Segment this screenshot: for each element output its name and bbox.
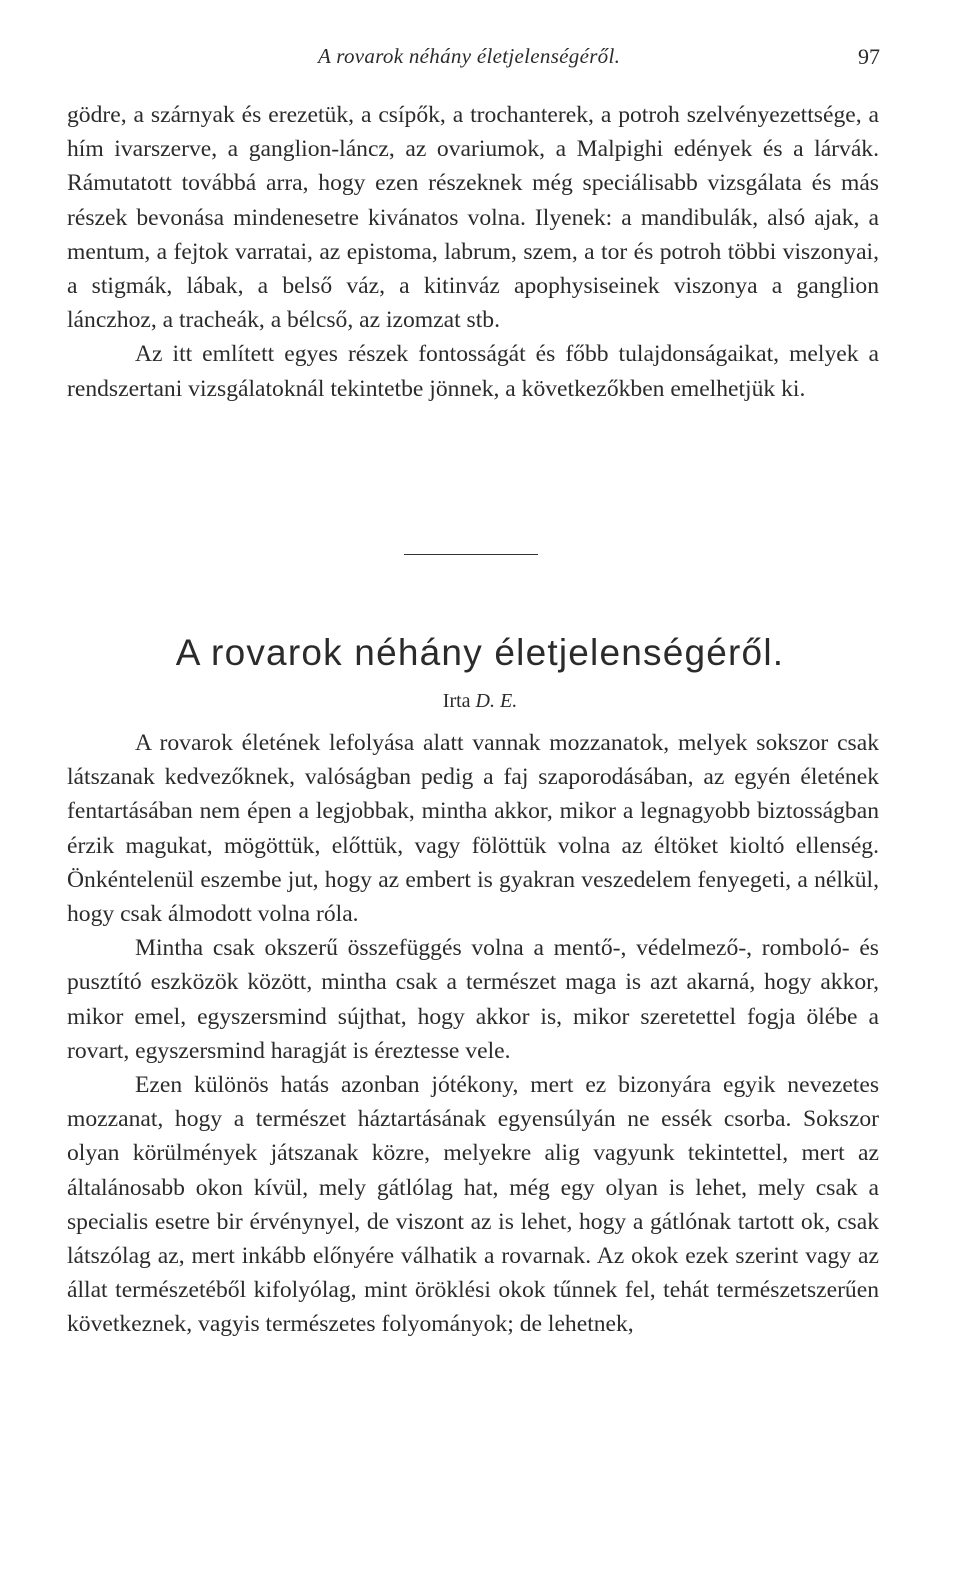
paragraph: Ezen különös hatás azonban jótékony, mert ez bizonyára egyik nevezetes mozzanat, hogy a természet háztartásának egyensúlyán ne essék csorba. Sokszor olyan körülmények játszanak közre, melyekre alig vagyunk tekintettel, mert az általánosabb okon kívül, mely gátlólag hat, még egy olyan is lehet, mely csak a specialis esetre bir érvénynyel, de viszont az is lehet, hogy a gátlónak tartott ok, csak látszólag az, mert inkább előnyére válhatik a rovarnak. Az okok ezek szerint vagy az állat természetéből kifolyólag, mint öröklési okok tűnnek fel, tehát természetszerűen következnek, vagyis természetes folyományok; de lehetnek,	[67, 1072, 879, 1338]
article-title: A rovarok néhány életjelenségéről.	[175, 632, 785, 673]
running-title: A rovarok néhány életjelenségéről.	[318, 44, 621, 68]
running-head	[0, 44, 960, 74]
byline-prefix: Irta	[442, 690, 471, 712]
paragraph: gödre, a szárnyak és erezetük, a csípők, a trochanterek, a potroh szelvényezettsége, a hím ivarszerve, a ganglion-láncz, az ovariumok, a Malpighi edények és a lárvák. Rámutatott továbbá arra, hogy ezen részeknek még speciálisabb vizsgálata és más részek bevonása mindenesetre kivánatos volna. Ilyenek: a mandibulák, alsó ajak, a mentum, a fejtok varratai, az epistoma, labrum, szem, a tor és potroh többi viszonyai, a stigmák, lábak, a belső váz, a kitinváz apophysiseinek viszonya a ganglion lánczhoz, a tracheák, a bélcső, az izomzat stb.	[67, 102, 879, 334]
page-number: 97	[858, 44, 880, 69]
previous-article-text	[67, 98, 879, 406]
paragraph: Mintha csak okszerű összefüggés volna a mentő-, védelmező-, romboló- és pusztító eszközök között, mintha csak a természet maga is azt akarná, hogy akkor, mikor emel, egyszersmind sújthat, hogy akkor is, mikor szeretettel fogja ölébe a rovart, egyszersmind haragját is éreztesse vele.	[67, 935, 879, 1064]
paragraph: A rovarok életének lefolyása alatt vannak mozzanatok, melyek sokszor csak látszanak kedvezőknek, valóságban pedig a faj szaporodásában, az egyén életének fentartásában nem épen a legjobbak, mintha akkor, mikor a legnagyobb biztosságban érzik magukat, mögöttük, előttük, vagy fölöttük volna az éltöket kioltó ellenség. Önkéntelenül eszembe jut, hogy az embert is gyakran veszedelem fenyegeti, a nélkül, hogy csak álmodott volna róla.	[67, 730, 879, 928]
paragraph: Az itt említett egyes részek fontosságát és főbb tulajdonságaikat, melyek a rendszertani vizsgálatoknál tekintetbe jönnek, a következőkben emelhetjük ki.	[67, 341, 879, 402]
author-name: D. E.	[475, 690, 518, 712]
byline	[0, 690, 960, 713]
section-divider	[404, 554, 538, 555]
article-body	[67, 726, 879, 1342]
